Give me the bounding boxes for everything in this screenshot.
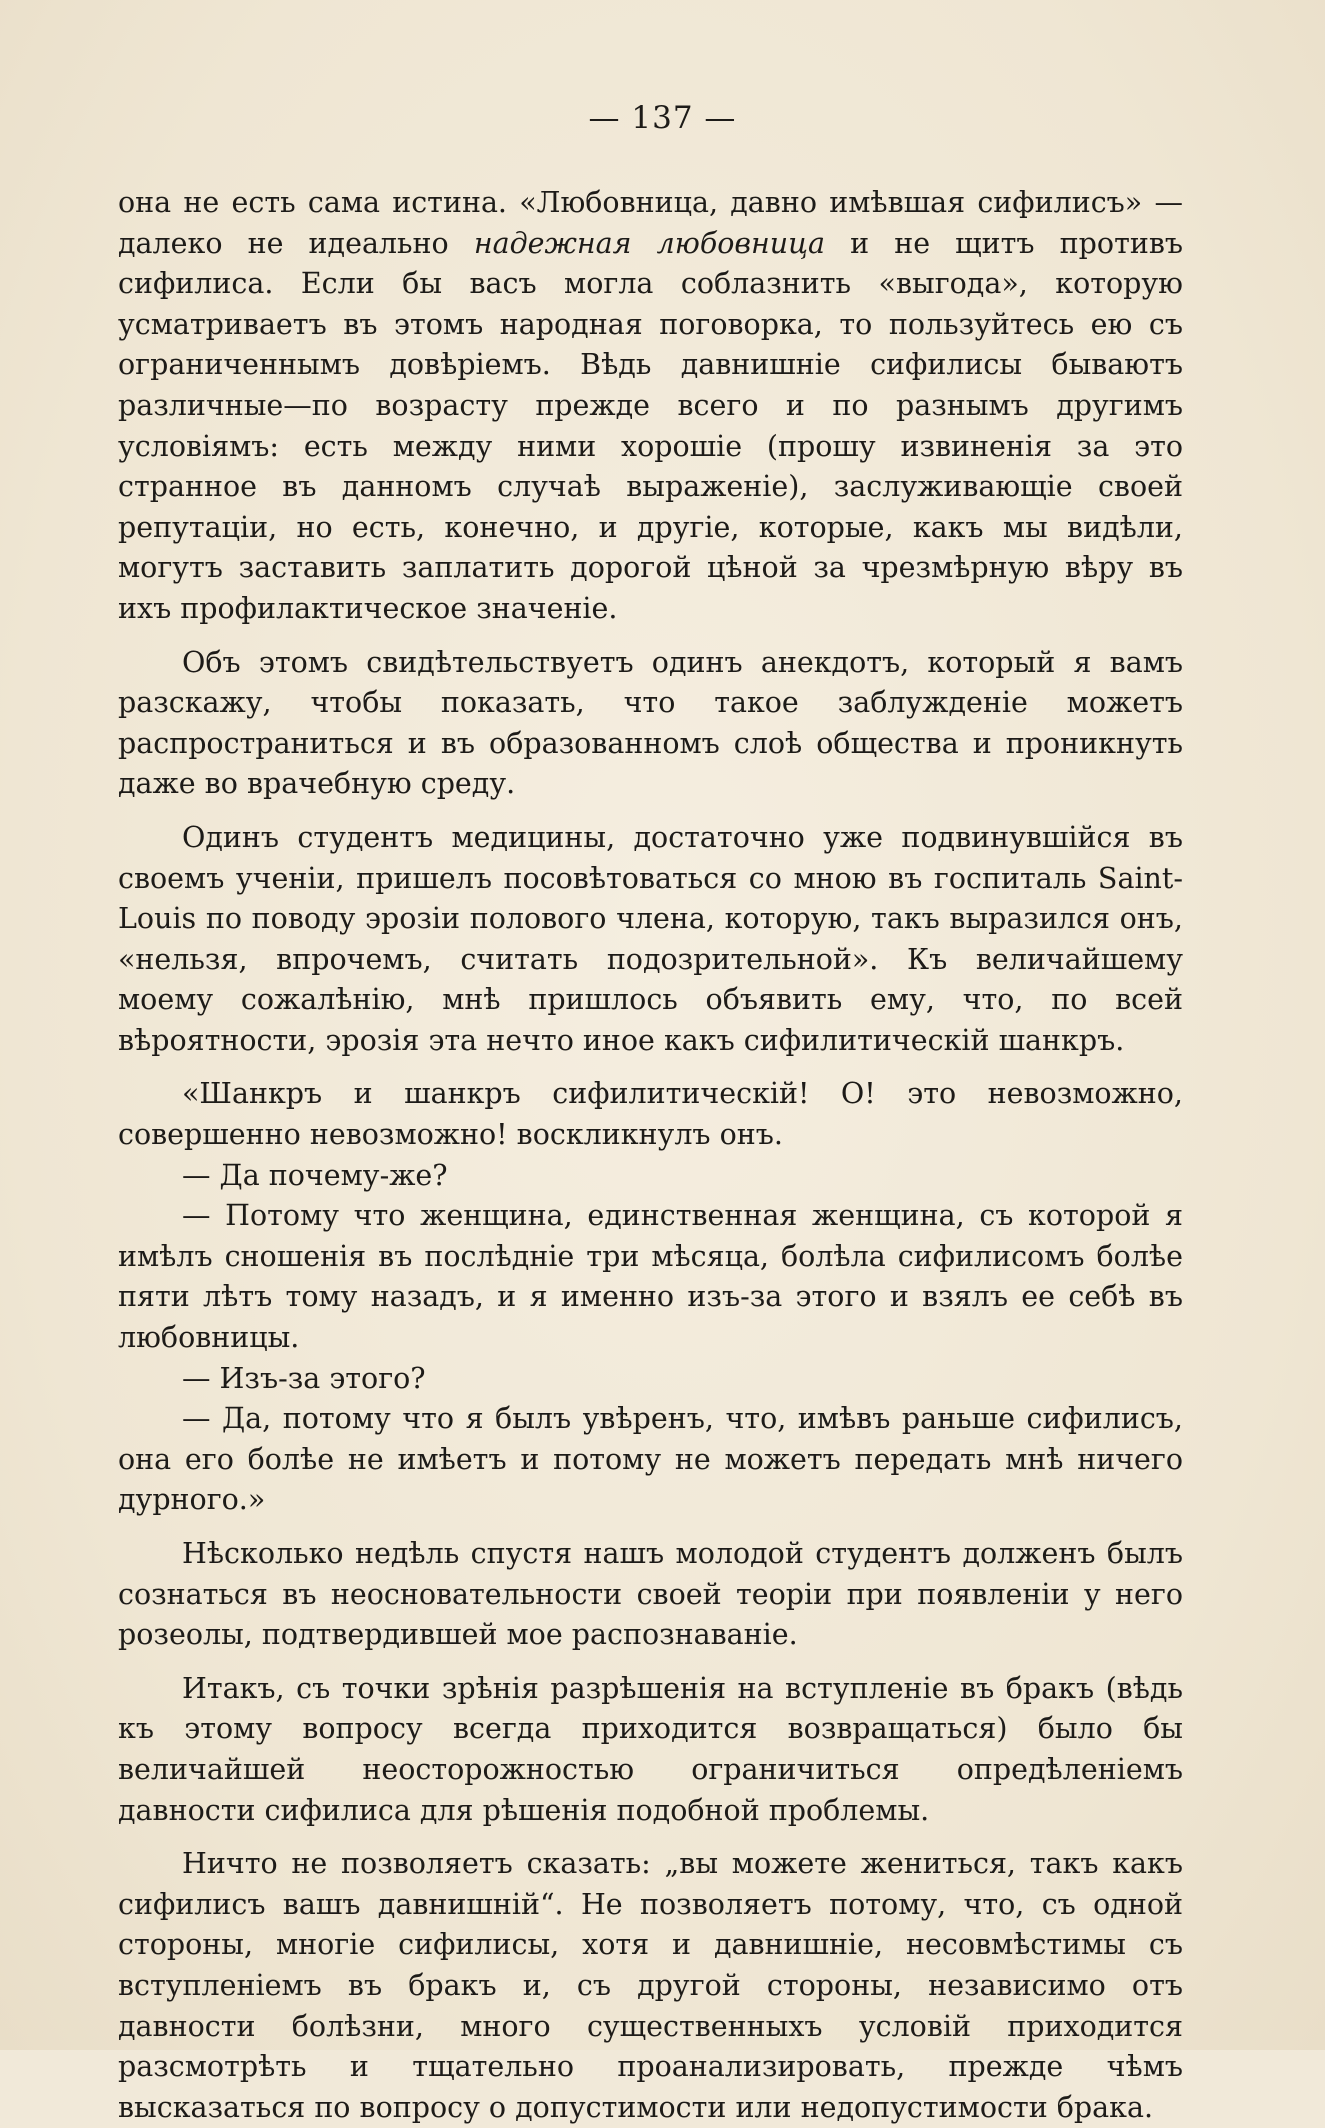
paragraph-text: Нѣсколько недѣль спустя нашъ молодой студентъ долженъ былъ сознаться въ неосновательности своей теоріи при появленіи у него розеолы, подтвердившей мое распознаваніе. <box>118 1537 1183 1652</box>
paragraph-text: и не щитъ противъ сифилиса. Если бы васъ могла соблазнить «выгода», которую усматриваетъ въ этомъ народная поговорка, то пользуйтесь ею съ ограниченнымъ довѣріемъ. Вѣдь давнишніе сифилисы бываютъ различные—по возрасту прежде всего и по разнымъ другимъ условіямъ: есть между ними хорошіе (прошу извиненія за это странное въ данномъ случаѣ выраженіе), заслуживающіе своей репутаціи, но есть, конечно, и другіе, которые, какъ мы видѣли, могутъ заставить заплатить дорогой цѣной за чрезмѣрную вѣру въ ихъ профилактическое значеніе. <box>118 226 1184 625</box>
paragraph <box>118 1156 1183 1197</box>
paragraph-text: Объ этомъ свидѣтельствуетъ одинъ анекдотъ, который я вамъ разскажу, чтобы показать, что такое заблужденіе можетъ распространиться и въ образованномъ слоѣ общества и проникнуть даже во врачебную среду. <box>118 645 1183 801</box>
paragraph <box>118 1844 1183 2128</box>
paragraph <box>118 1399 1183 1521</box>
paragraph <box>118 1196 1183 1358</box>
body-text <box>118 183 1183 2128</box>
paragraph <box>118 1074 1183 1155</box>
emphasized-text: надежная любовница <box>473 226 826 260</box>
paragraph-text: она не есть сама истина. «Любовница, давно имѣвшая сифилисъ» — далеко не идеально <box>118 186 1183 260</box>
paragraph-text: Одинъ студентъ медицины, достаточно уже подвинувшійся въ своемъ ученіи, пришелъ посовѣтоваться со мною въ госпиталь Saint-Louis по поводу эрозіи полового члена, которую, такъ выразился онъ, «нельзя, впрочемъ, считать подозрительной». Къ величайшему моему сожалѣнію, мнѣ пришлось объявить ему, что, по всей вѣроятности, эрозія эта нечто иное какъ сифилитическій шанкръ. <box>118 820 1183 1057</box>
paragraph-text: «Шанкръ и шанкръ сифилитическій! О! это невозможно, совершенно невозможно! воскликнулъ онъ. <box>118 1077 1183 1152</box>
paragraph <box>118 1534 1183 1656</box>
paragraph-text: — Да, потому что я былъ увѣренъ, что, имѣвъ раньше сифилисъ, она его болѣе не имѣетъ и потому не можетъ передать мнѣ ничего дурного.» <box>118 1402 1183 1517</box>
paragraph <box>118 643 1183 805</box>
page-number: — 137 — <box>588 100 737 136</box>
paragraph-text: — Изъ-за этого? <box>182 1361 426 1395</box>
paragraph <box>118 818 1183 1062</box>
paragraph <box>118 1669 1183 1831</box>
paragraph <box>118 1359 1183 1400</box>
paragraph-text: Ничто не позволяетъ сказать: „вы можете жениться, такъ какъ сифилисъ вашъ давнишній“. Не позволяетъ потому, что, съ одной стороны, многіе сифилисы, хотя и давнишніе, несовмѣстимы съ вступленіемъ въ бракъ и, съ другой стороны, независимо отъ давности болѣзни, много существенныхъ условій приходится разсмотрѣть и тщательно проанализировать, прежде чѣмъ высказаться по вопросу о допустимости или недопустимости брака. <box>118 1847 1183 2124</box>
paragraph-text: — Потому что женщина, единственная женщина, съ которой я имѣлъ сношенія въ послѣдніе три мѣсяца, болѣла сифилисомъ болѣе пяти лѣтъ тому назадъ, и я именно изъ-за этого и взялъ ее себѣ въ любовницы. <box>118 1199 1183 1355</box>
paragraph <box>118 183 1183 630</box>
paragraph-text: Итакъ, съ точки зрѣнія разрѣшенія на вступленіе въ бракъ (вѣдь къ этому вопросу всегда приходится возвращаться) было бы величайшей неосторожностью ограничиться опредѣленіемъ давности сифилиса для рѣшенія подобной проблемы. <box>118 1671 1183 1827</box>
paragraph-text: — Да почему-же? <box>182 1158 448 1192</box>
